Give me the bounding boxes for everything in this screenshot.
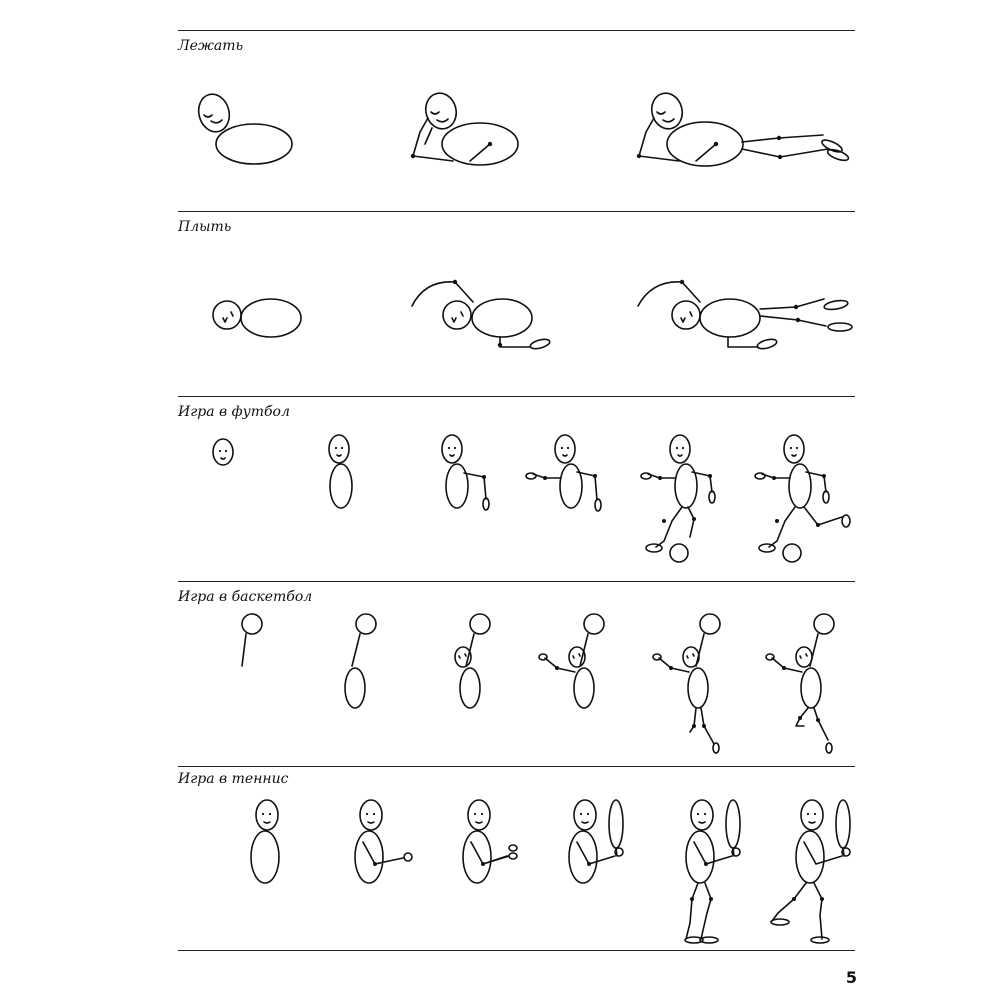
swimming-figure-step-1 xyxy=(213,299,301,337)
lying-figure-step-1 xyxy=(195,91,292,164)
football-figure-step-2 xyxy=(329,435,352,508)
tennis-figure-step-1 xyxy=(251,800,279,883)
basketball-figure-step-3 xyxy=(455,614,490,708)
tennis-figure-step-5 xyxy=(685,800,740,943)
tennis-figure-step-3 xyxy=(463,800,517,883)
tennis-figure-step-4 xyxy=(569,800,623,883)
football-figure-step-3 xyxy=(442,435,489,510)
lying-figure-step-3 xyxy=(637,90,850,166)
swimming-figure-step-2 xyxy=(412,280,551,351)
section-label-football: Игра в футбол xyxy=(178,404,290,420)
lying-figure-step-2 xyxy=(411,90,518,165)
basketball-figure-step-5 xyxy=(653,614,720,753)
football-figure-step-4 xyxy=(526,435,601,511)
section-label-swimming: Плыть xyxy=(178,219,232,235)
swimming-figure-step-3 xyxy=(638,280,852,351)
section-label-tennis: Игра в теннис xyxy=(178,771,289,787)
basketball-figure-step-2 xyxy=(345,614,376,708)
basketball-figure-step-1 xyxy=(242,614,262,666)
basketball-figure-step-4 xyxy=(539,614,604,708)
football-figure-step-6 xyxy=(755,435,850,562)
page-number: 5 xyxy=(845,968,857,987)
tennis-figure-step-2 xyxy=(355,800,412,883)
section-label-lying: Лежать xyxy=(178,38,244,54)
football-figure-step-5 xyxy=(641,435,715,562)
tennis-figure-step-6 xyxy=(771,800,850,943)
section-label-basketball: Игра в баскетбол xyxy=(178,589,313,605)
football-figure-step-1 xyxy=(213,439,233,465)
basketball-figure-step-6 xyxy=(766,614,834,753)
